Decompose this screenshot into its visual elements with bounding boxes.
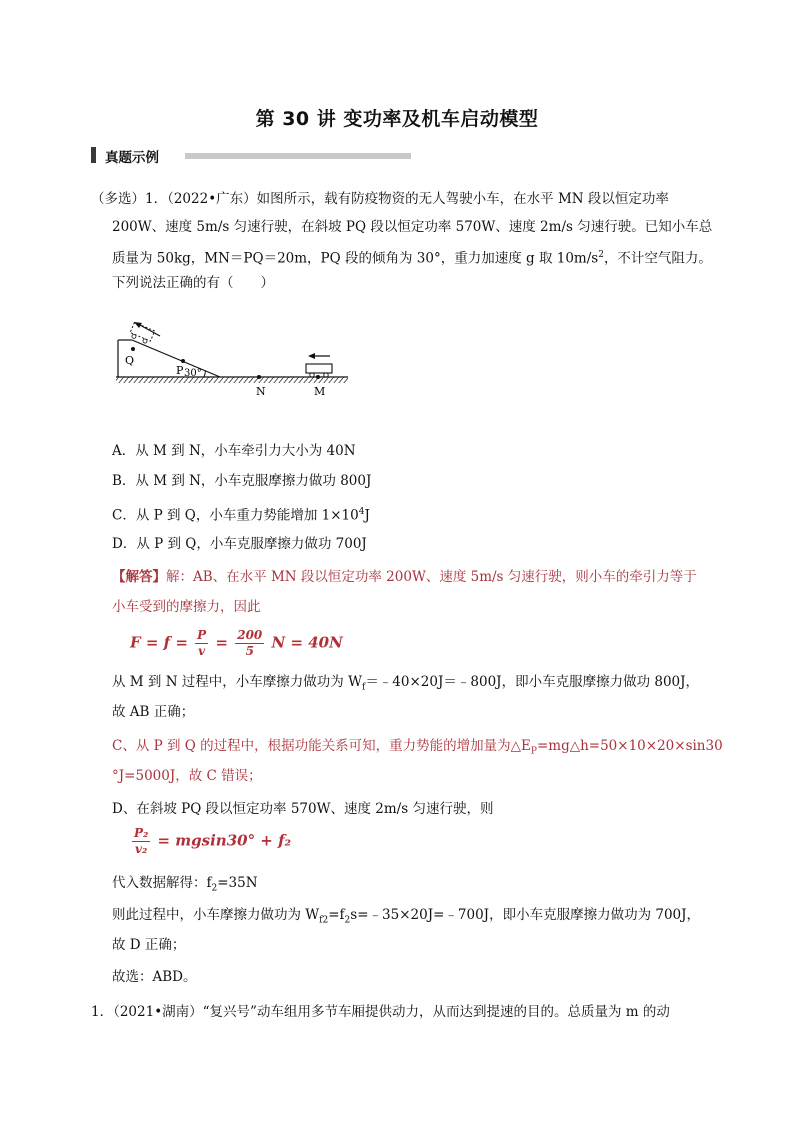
answer-line-6: °J=5000J，故 C 错误； [112,768,262,784]
option-c: C．从 P 到 Q，小车重力势能增加 $1\times 10^4J$ [112,507,370,524]
label-q: Q [125,354,135,367]
label-p: P [176,364,184,377]
question-2-line-1: 1．（2021•湖南）“复兴号”动车组用多节车厢提供动力，从而达到提速的目的。总质量为 m 的动 [91,1004,670,1020]
point-m [316,375,320,379]
point-n [257,375,261,379]
page-title: 第 30 讲 变功率及机车启动模型 [255,108,539,130]
option-b: B．从 M 到 N，小车克服摩擦力做功 800J [112,473,372,489]
answer-line-3: 从 M 到 N 过程中，小车摩擦力做功为 $W_f=﹣40\times 20J=﹣800J$，即小车克服摩擦力做功 800J， [112,674,700,693]
answer-line-8: 代入数据解得：$f_2=35N$ [112,875,258,894]
point-p [181,359,185,363]
formula-2: $\frac{\text{P₂}}{\text{v₂}}$ = mgsin30° + f₂ [134,826,292,856]
formula-1: F = f = $\frac{P}{v}$ = $\frac{200}{5}$ N = 40N [130,628,343,658]
answer-line-9: 则此过程中，小车摩擦力做功为 $W_{f2}=f_2s=﹣35\times 20J=﹣700J$，即小车克服摩擦力做功为 700J， [112,907,701,926]
ground-hatch [116,377,348,383]
incline-diagram [108,318,358,428]
label-n: N [256,385,266,398]
incline-arrow [138,324,160,336]
option-d: D．从 P 到 Q，小车克服摩擦力做功 700J [112,536,367,552]
question-1-line-2: 200W、速度 5m/s 匀速行驶，在斜坡 PQ 段以恒定功率 570W、速度 2m/s 匀速行驶。已知小车总 [112,219,713,235]
point-q [131,347,135,351]
label-m: M [314,385,326,398]
question-1-line-1: （多选）1．（2022•广东）如图所示，载有防疫物资的无人驾驶小车，在水平 MN 段以恒定功率 [91,191,669,207]
question-1-line-3: 质量为 50kg，MN＝PQ＝20m，PQ 段的倾角为 30°，重力加速度 g 取 $10m/s^2$，不计空气阻力。 [112,250,712,267]
answer-tag: 【解答】 [112,569,166,585]
section-rule [185,153,411,159]
label-angle: 30° [184,368,202,379]
answer-line-4: 故 AB 正确； [112,704,195,720]
question-1-line-4: 下列说法正确的有（ ） [112,275,274,291]
answer-line-5: C、从 P 到 Q 的过程中，根据功能关系可知，重力势能的增加量为$\triangle E_P=mg\triangle h=50\times 10\times 20\times\sin 30$ [112,738,723,757]
answer-line-7: D、在斜坡 PQ 段以恒定功率 570W、速度 2m/s 匀速行驶，则 [112,801,494,817]
cart-on-ground [306,364,332,373]
answer-line-10: 故 D 正确； [112,937,186,953]
section-label: 真题示例 [105,150,159,166]
section-header [91,146,421,164]
section-bar [91,147,96,163]
answer-line-1: 【解答】解：AB、在水平 MN 段以恒定功率 200W、速度 5m/s 匀速行驶，则小车的牵引力等于 [112,569,697,585]
option-a: A．从 M 到 N，小车牵引力大小为 40N [112,443,356,459]
answer-line-2: 小车受到的摩擦力，因此 [112,599,261,615]
angle-arc [204,370,205,377]
answer-line-11: 故选：ABD。 [112,969,197,985]
